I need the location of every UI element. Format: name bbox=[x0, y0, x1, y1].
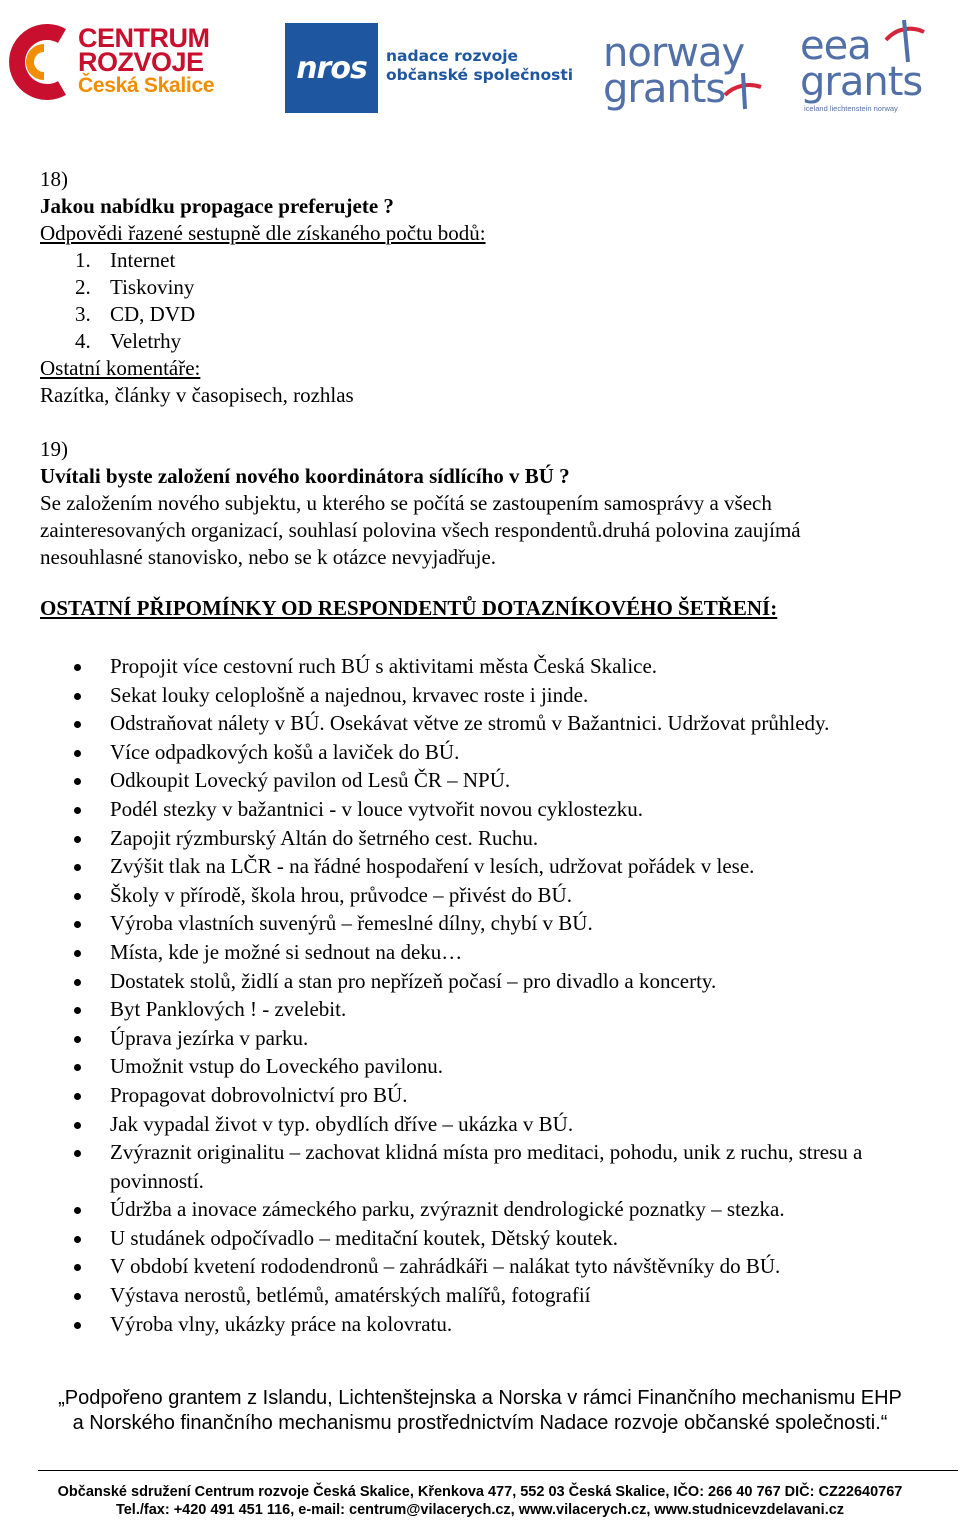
eea-swoosh-icon bbox=[882, 18, 928, 64]
q18-question: Jakou nabídku propagace preferujete ? bbox=[40, 194, 394, 218]
list-item: Údržba a inovace zámeckého parku, zvýraznit dendrologické poznatky – stezka. bbox=[70, 1195, 950, 1224]
q19-question: Uvítali byste založení nového koordinátora sídlícího v BÚ ? bbox=[40, 464, 570, 488]
logo-bar bbox=[0, 0, 960, 125]
list-item: Školy v přírodě, škola hrou, průvodce – přivést do BÚ. bbox=[70, 881, 950, 910]
centrum-c-mark-icon bbox=[4, 24, 74, 100]
q18-comments-label: Ostatní komentáře: bbox=[40, 356, 201, 380]
list-item: Místa, kde je možné si sednout na deku… bbox=[70, 938, 950, 967]
nros-logo bbox=[285, 23, 580, 113]
grants-swoosh-icon bbox=[721, 71, 765, 111]
list-item: U studánek odpočívadlo – meditační koutek, Dětský koutek. bbox=[70, 1224, 950, 1253]
norway-logo-line1: norway bbox=[603, 30, 745, 76]
q18-ranking-list bbox=[40, 247, 945, 355]
nros-logo-text bbox=[386, 47, 573, 85]
q19-answer-line: zainteresovaných organizací, souhlasí polovina všech respondentů.druhá polovina zaujímá bbox=[40, 518, 801, 542]
eea-grants-logo bbox=[800, 18, 930, 118]
q18-number: 18) bbox=[40, 167, 68, 191]
list-item: Propojit více cestovní ruch BÚ s aktivitami města Česká Skalice. bbox=[70, 652, 950, 681]
list-item: Zapojit rýzmburský Altán do šetrného cest. Ruchu. bbox=[70, 824, 950, 853]
list-item: Výstava nerostů, betlémů, amatérských malířů, fotografií bbox=[70, 1281, 950, 1310]
list-item: Zvýšit tlak na LČR - na řádné hospodaření v lesích, udržovat pořádek v lese. bbox=[70, 852, 950, 881]
list-item: Výroba vlny, ukázky práce na kolovratu. bbox=[70, 1310, 950, 1339]
footer-address: Občanské sdružení Centrum rozvoje Česká Skalice, Křenkova 477, 552 03 Česká Skalice, IČO: 266 40 767 DIČ: CZ22640767 bbox=[57, 1484, 903, 1500]
grant-support-statement bbox=[0, 1386, 960, 1436]
centrum-logo-line1: CENTRUM bbox=[78, 23, 210, 53]
nros-logo-line1: nadace rozvoje bbox=[386, 47, 519, 65]
eea-logo-small-text: iceland liechtenstein norway bbox=[804, 104, 898, 113]
footer-contacts: Tel./fax: +420 491 451 116, e-mail: centrum@vilacerych.cz, www.vilacerych.cz, www.studnicevzdelavani.cz bbox=[115, 1502, 845, 1518]
ranking-item: 4. Veletrhy bbox=[75, 329, 182, 353]
footer-divider bbox=[38, 1470, 958, 1471]
norway-logo-line2: grants bbox=[603, 66, 726, 112]
remarks-list bbox=[70, 652, 950, 1338]
eea-logo-line2: grants bbox=[800, 59, 923, 105]
list-item: V období kvetení rododendronů – zahrádkáři – nalákat tyto návštěvníky do BÚ. bbox=[70, 1252, 950, 1281]
list-item: Zvýraznit originalitu – zachovat klidná místa pro meditaci, pohodu, unik z ruchu, stresu a povinností. bbox=[70, 1138, 950, 1195]
ranking-item: 1. Internet bbox=[75, 248, 176, 272]
norway-grants-logo bbox=[603, 30, 768, 115]
list-item: Byt Panklových ! - zvelebit. bbox=[70, 995, 950, 1024]
q18-comments: Razítka, články v časopisech, rozhlas bbox=[40, 383, 354, 407]
list-item: Sekat louky celoplošně a najednou, krvavec roste i jinde. bbox=[70, 681, 950, 710]
list-item: Více odpadkových košů a laviček do BÚ. bbox=[70, 738, 950, 767]
q19-answer-line: Se založením nového subjektu, u kterého se počítá se zastoupením samosprávy a všech bbox=[40, 491, 772, 515]
eea-logo-line1: eea bbox=[800, 23, 871, 69]
list-item: Propagovat dobrovolnictví pro BÚ. bbox=[70, 1081, 950, 1110]
list-item: Dostatek stolů, židlí a stan pro nepřízeň počasí – pro divadlo a koncerty. bbox=[70, 967, 950, 996]
document-body bbox=[40, 166, 945, 622]
support-line2: a Norského finančního mechanismu prostřednictvím Nadace rozvoje občanské společnosti.“ bbox=[72, 1412, 888, 1434]
q19-number: 19) bbox=[40, 437, 68, 461]
list-item: Jak vypadal život v typ. obydlích dříve – ukázka v BÚ. bbox=[70, 1110, 950, 1139]
centrum-rozvoje-logo bbox=[4, 22, 219, 102]
list-item: Odkoupit Lovecký pavilon od Lesů ČR – NPÚ. bbox=[70, 766, 950, 795]
remarks-title: OSTATNÍ PŘIPOMÍNKY OD RESPONDENTŮ DOTAZNÍKOVÉHO ŠETŘENÍ: bbox=[40, 596, 778, 620]
support-line1: „Podpořeno grantem z Islandu, Lichtenštejnska a Norska v rámci Finančního mechanismu EHP bbox=[58, 1387, 902, 1409]
centrum-logo-line3: Česká Skalice bbox=[78, 74, 215, 97]
list-item: Výroba vlastních suvenýrů – řemeslné dílny, chybí v BÚ. bbox=[70, 909, 950, 938]
q19-answer-line: nesouhlasné stanovisko, nebo se k otázce nevyjadřuje. bbox=[40, 545, 497, 569]
list-item: Umožnit vstup do Loveckého pavilonu. bbox=[70, 1052, 950, 1081]
list-item: Odstraňovat nálety v BÚ. Osekávat větve ze stromů v Bažantnici. Udržovat průhledy. bbox=[70, 709, 950, 738]
centrum-logo-line2: ROZVOJE bbox=[78, 47, 204, 77]
ranking-item: 2. Tiskoviny bbox=[75, 275, 195, 299]
list-item: Úprava jezírka v parku. bbox=[70, 1024, 950, 1053]
ranking-item: 3. CD, DVD bbox=[75, 302, 196, 326]
nros-logo-line2: občanské společnosti bbox=[386, 66, 574, 84]
list-item: Podél stezky v bažantnici - v louce vytvořit novou cyklostezku. bbox=[70, 795, 950, 824]
footer-contact bbox=[0, 1483, 960, 1519]
centrum-logo-text bbox=[78, 23, 215, 98]
q18-ranking-label: Odpovědi řazené sestupně dle získaného počtu bodů: bbox=[40, 221, 486, 245]
nros-mark: nros bbox=[285, 23, 378, 113]
